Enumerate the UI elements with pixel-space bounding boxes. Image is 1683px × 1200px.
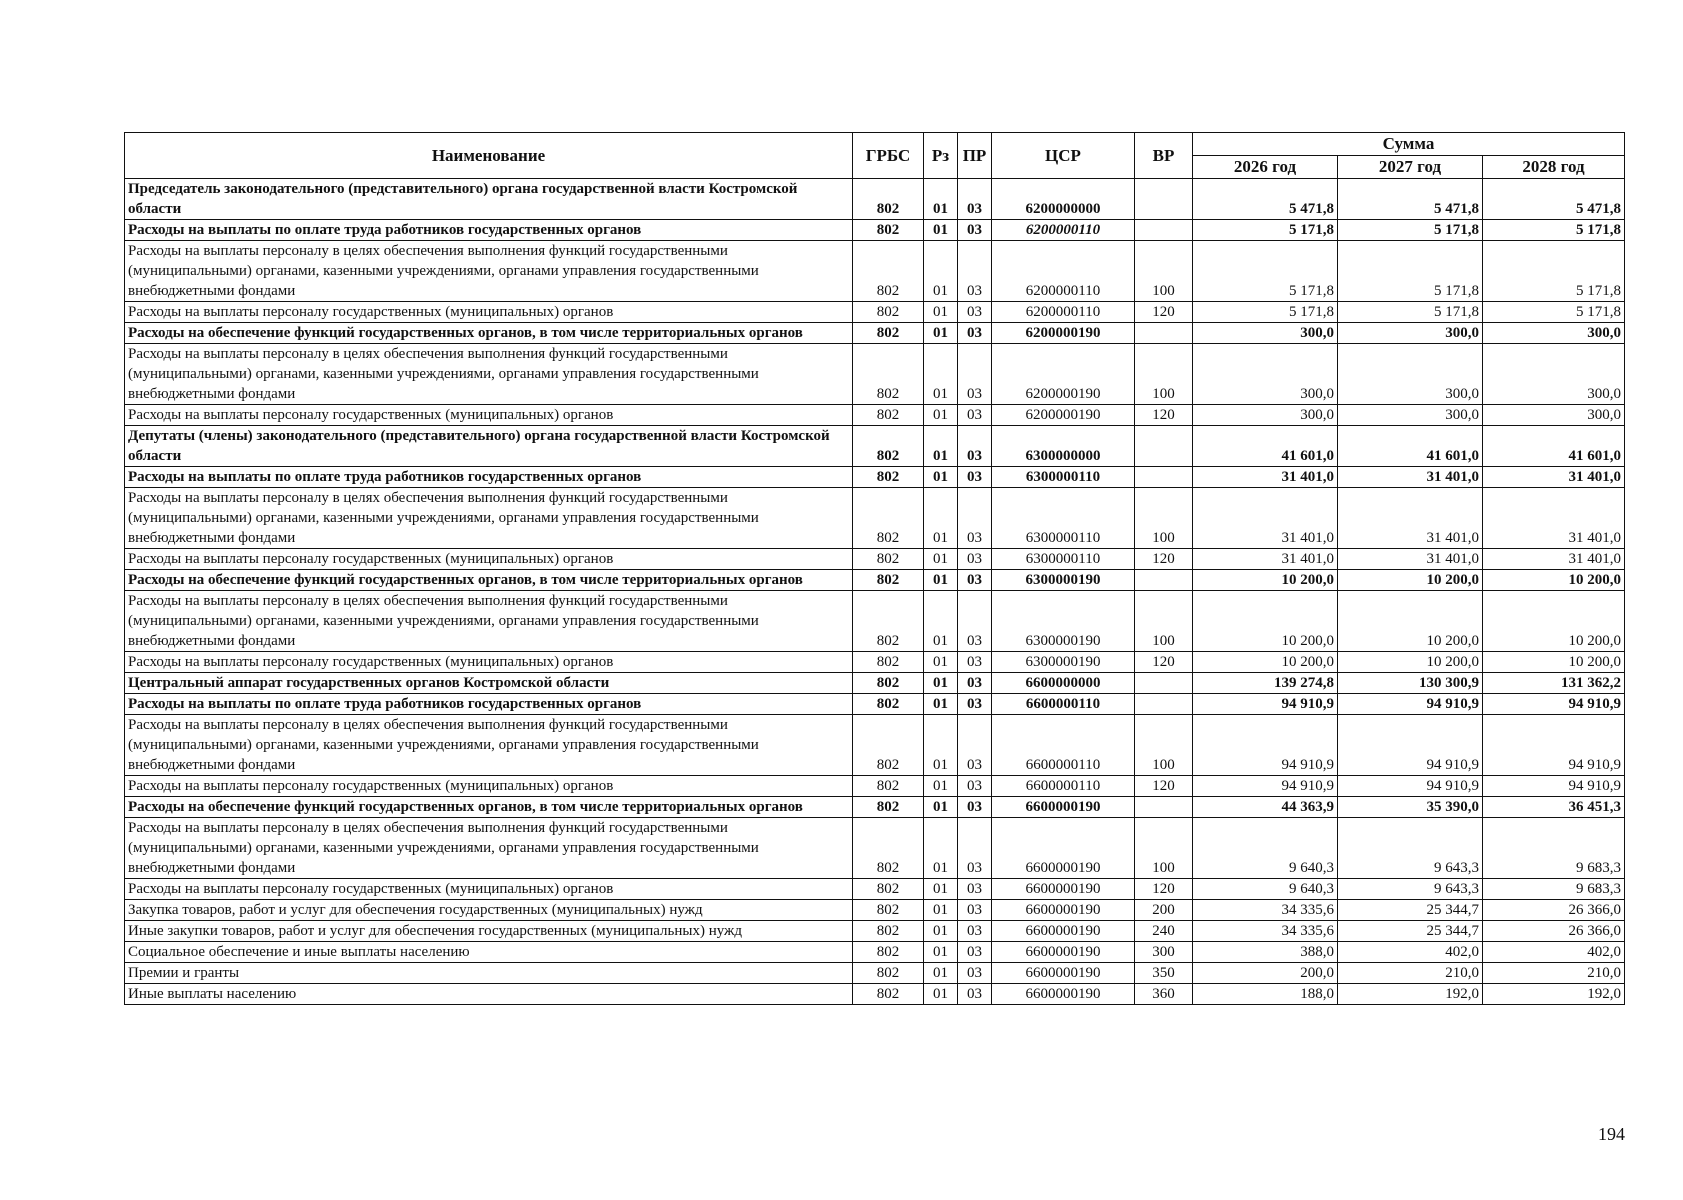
cell-2028: 5 171,8 <box>1483 241 1625 302</box>
cell-2026: 31 401,0 <box>1193 549 1338 570</box>
cell-csr: 6300000110 <box>992 549 1135 570</box>
table-row <box>125 426 1625 467</box>
cell-csr: 6600000190 <box>992 900 1135 921</box>
cell-rz: 01 <box>924 963 958 984</box>
cell-name: Иные выплаты населению <box>125 984 853 1005</box>
table-row <box>125 797 1625 818</box>
cell-2026: 94 910,9 <box>1193 694 1338 715</box>
cell-rz: 01 <box>924 818 958 879</box>
table-row <box>125 344 1625 405</box>
cell-name: Расходы на выплаты персоналу в целях обеспечения выполнения функций государственными (муниципальными) органами, казенными учреждениями, органами управления государственными внебюджетными фондами <box>125 241 853 302</box>
cell-grbs: 802 <box>853 591 924 652</box>
cell-name: Расходы на обеспечение функций государственных органов, в том числе территориальных органов <box>125 323 853 344</box>
cell-csr: 6300000190 <box>992 570 1135 591</box>
cell-2027: 9 643,3 <box>1338 818 1483 879</box>
cell-grbs: 802 <box>853 426 924 467</box>
cell-name: Расходы на обеспечение функций государственных органов, в том числе территориальных органов <box>125 797 853 818</box>
cell-2026: 94 910,9 <box>1193 776 1338 797</box>
cell-2026: 139 274,8 <box>1193 673 1338 694</box>
cell-grbs: 802 <box>853 963 924 984</box>
cell-2027: 300,0 <box>1338 323 1483 344</box>
cell-pr: 03 <box>958 426 992 467</box>
cell-grbs: 802 <box>853 900 924 921</box>
cell-2028: 5 471,8 <box>1483 179 1625 220</box>
cell-csr: 6600000190 <box>992 879 1135 900</box>
cell-grbs: 802 <box>853 942 924 963</box>
cell-2026: 34 335,6 <box>1193 900 1338 921</box>
cell-name: Расходы на выплаты персоналу государственных (муниципальных) органов <box>125 652 853 673</box>
cell-name: Расходы на выплаты персоналу государственных (муниципальных) органов <box>125 776 853 797</box>
cell-pr: 03 <box>958 241 992 302</box>
cell-2028: 31 401,0 <box>1483 467 1625 488</box>
cell-2028: 94 910,9 <box>1483 776 1625 797</box>
table-row <box>125 241 1625 302</box>
cell-pr: 03 <box>958 549 992 570</box>
cell-2028: 5 171,8 <box>1483 302 1625 323</box>
cell-rz: 01 <box>924 179 958 220</box>
cell-2028: 10 200,0 <box>1483 570 1625 591</box>
header-2026: 2026 год <box>1193 156 1338 179</box>
cell-grbs: 802 <box>853 488 924 549</box>
cell-rz: 01 <box>924 673 958 694</box>
cell-2027: 5 471,8 <box>1338 179 1483 220</box>
cell-pr: 03 <box>958 694 992 715</box>
header-grbs: ГРБС <box>853 133 924 179</box>
cell-name: Председатель законодательного (представительного) органа государственной власти Костромской области <box>125 179 853 220</box>
cell-vr <box>1135 797 1193 818</box>
cell-pr: 03 <box>958 344 992 405</box>
cell-vr <box>1135 467 1193 488</box>
table-row <box>125 715 1625 776</box>
cell-2028: 5 171,8 <box>1483 220 1625 241</box>
page-number: 194 <box>1598 1124 1625 1144</box>
cell-pr: 03 <box>958 818 992 879</box>
cell-2028: 26 366,0 <box>1483 900 1625 921</box>
cell-2027: 300,0 <box>1338 344 1483 405</box>
cell-csr: 6600000190 <box>992 797 1135 818</box>
cell-2026: 10 200,0 <box>1193 570 1338 591</box>
cell-grbs: 802 <box>853 179 924 220</box>
cell-vr: 120 <box>1135 776 1193 797</box>
table-row <box>125 879 1625 900</box>
cell-pr: 03 <box>958 570 992 591</box>
header-sum: Сумма <box>1193 133 1625 156</box>
cell-2028: 94 910,9 <box>1483 694 1625 715</box>
cell-pr: 03 <box>958 879 992 900</box>
cell-2028: 26 366,0 <box>1483 921 1625 942</box>
cell-grbs: 802 <box>853 241 924 302</box>
cell-grbs: 802 <box>853 344 924 405</box>
table-row <box>125 776 1625 797</box>
cell-grbs: 802 <box>853 797 924 818</box>
cell-csr: 6300000000 <box>992 426 1135 467</box>
cell-2027: 402,0 <box>1338 942 1483 963</box>
cell-2026: 300,0 <box>1193 405 1338 426</box>
table-row <box>125 673 1625 694</box>
cell-pr: 03 <box>958 467 992 488</box>
cell-csr: 6600000110 <box>992 694 1135 715</box>
cell-name: Расходы на выплаты персоналу государственных (муниципальных) органов <box>125 549 853 570</box>
cell-name: Расходы на выплаты персоналу государственных (муниципальных) органов <box>125 879 853 900</box>
cell-pr: 03 <box>958 673 992 694</box>
table-row <box>125 942 1625 963</box>
cell-2027: 31 401,0 <box>1338 467 1483 488</box>
cell-2027: 300,0 <box>1338 405 1483 426</box>
cell-2027: 94 910,9 <box>1338 715 1483 776</box>
cell-2026: 188,0 <box>1193 984 1338 1005</box>
cell-2026: 5 171,8 <box>1193 241 1338 302</box>
cell-vr <box>1135 179 1193 220</box>
header-row <box>125 133 1625 156</box>
cell-2027: 5 171,8 <box>1338 241 1483 302</box>
cell-2027: 41 601,0 <box>1338 426 1483 467</box>
cell-csr: 6200000000 <box>992 179 1135 220</box>
cell-2027: 10 200,0 <box>1338 570 1483 591</box>
table-row <box>125 818 1625 879</box>
cell-rz: 01 <box>924 652 958 673</box>
cell-grbs: 802 <box>853 673 924 694</box>
cell-csr: 6600000190 <box>992 921 1135 942</box>
table-row <box>125 963 1625 984</box>
cell-2028: 300,0 <box>1483 323 1625 344</box>
cell-rz: 01 <box>924 302 958 323</box>
cell-2027: 25 344,7 <box>1338 900 1483 921</box>
cell-vr <box>1135 694 1193 715</box>
header-2027: 2027 год <box>1338 156 1483 179</box>
cell-name: Расходы на выплаты персоналу государственных (муниципальных) органов <box>125 405 853 426</box>
cell-csr: 6300000110 <box>992 467 1135 488</box>
cell-pr: 03 <box>958 921 992 942</box>
cell-2028: 131 362,2 <box>1483 673 1625 694</box>
cell-2028: 300,0 <box>1483 405 1625 426</box>
cell-vr: 100 <box>1135 591 1193 652</box>
cell-rz: 01 <box>924 323 958 344</box>
cell-2028: 10 200,0 <box>1483 652 1625 673</box>
cell-rz: 01 <box>924 942 958 963</box>
cell-2026: 41 601,0 <box>1193 426 1338 467</box>
table-row <box>125 984 1625 1005</box>
cell-pr: 03 <box>958 302 992 323</box>
cell-name: Закупка товаров, работ и услуг для обеспечения государственных (муниципальных) нужд <box>125 900 853 921</box>
cell-rz: 01 <box>924 344 958 405</box>
cell-vr <box>1135 323 1193 344</box>
cell-csr: 6600000190 <box>992 963 1135 984</box>
cell-2027: 5 171,8 <box>1338 220 1483 241</box>
cell-pr: 03 <box>958 220 992 241</box>
cell-pr: 03 <box>958 900 992 921</box>
cell-2028: 300,0 <box>1483 344 1625 405</box>
cell-2026: 9 640,3 <box>1193 818 1338 879</box>
cell-rz: 01 <box>924 715 958 776</box>
cell-2028: 31 401,0 <box>1483 488 1625 549</box>
cell-grbs: 802 <box>853 549 924 570</box>
cell-2028: 9 683,3 <box>1483 818 1625 879</box>
cell-grbs: 802 <box>853 694 924 715</box>
cell-2026: 300,0 <box>1193 323 1338 344</box>
cell-pr: 03 <box>958 797 992 818</box>
cell-grbs: 802 <box>853 570 924 591</box>
cell-csr: 6600000190 <box>992 942 1135 963</box>
cell-vr: 360 <box>1135 984 1193 1005</box>
cell-name: Расходы на выплаты по оплате труда работников государственных органов <box>125 220 853 241</box>
cell-rz: 01 <box>924 241 958 302</box>
cell-csr: 6600000190 <box>992 818 1135 879</box>
cell-name: Расходы на выплаты по оплате труда работников государственных органов <box>125 694 853 715</box>
cell-2028: 36 451,3 <box>1483 797 1625 818</box>
cell-rz: 01 <box>924 591 958 652</box>
header-csr: ЦСР <box>992 133 1135 179</box>
cell-2027: 130 300,9 <box>1338 673 1483 694</box>
cell-2027: 31 401,0 <box>1338 488 1483 549</box>
cell-pr: 03 <box>958 591 992 652</box>
cell-2028: 192,0 <box>1483 984 1625 1005</box>
cell-pr: 03 <box>958 652 992 673</box>
cell-rz: 01 <box>924 879 958 900</box>
cell-2027: 31 401,0 <box>1338 549 1483 570</box>
cell-name: Депутаты (члены) законодательного (представительного) органа государственной власти Костромской области <box>125 426 853 467</box>
cell-2026: 5 471,8 <box>1193 179 1338 220</box>
cell-2026: 388,0 <box>1193 942 1338 963</box>
cell-rz: 01 <box>924 900 958 921</box>
cell-grbs: 802 <box>853 984 924 1005</box>
cell-pr: 03 <box>958 776 992 797</box>
cell-csr: 6200000110 <box>992 220 1135 241</box>
cell-2026: 31 401,0 <box>1193 467 1338 488</box>
cell-2026: 200,0 <box>1193 963 1338 984</box>
cell-csr: 6200000190 <box>992 344 1135 405</box>
cell-name: Расходы на обеспечение функций государственных органов, в том числе территориальных органов <box>125 570 853 591</box>
cell-grbs: 802 <box>853 776 924 797</box>
cell-rz: 01 <box>924 570 958 591</box>
table-row <box>125 921 1625 942</box>
cell-rz: 01 <box>924 549 958 570</box>
table-row <box>125 179 1625 220</box>
cell-2026: 10 200,0 <box>1193 591 1338 652</box>
header-vr: ВР <box>1135 133 1193 179</box>
cell-csr: 6600000000 <box>992 673 1135 694</box>
cell-2028: 94 910,9 <box>1483 715 1625 776</box>
cell-2026: 5 171,8 <box>1193 302 1338 323</box>
cell-grbs: 802 <box>853 715 924 776</box>
cell-vr: 120 <box>1135 405 1193 426</box>
cell-csr: 6300000190 <box>992 652 1135 673</box>
cell-rz: 01 <box>924 694 958 715</box>
cell-vr <box>1135 570 1193 591</box>
cell-vr: 120 <box>1135 302 1193 323</box>
cell-name: Расходы на выплаты персоналу в целях обеспечения выполнения функций государственными (муниципальными) органами, казенными учреждениями, органами управления государственными внебюджетными фондами <box>125 818 853 879</box>
cell-csr: 6200000190 <box>992 323 1135 344</box>
cell-pr: 03 <box>958 942 992 963</box>
cell-csr: 6200000190 <box>992 405 1135 426</box>
cell-grbs: 802 <box>853 323 924 344</box>
cell-rz: 01 <box>924 488 958 549</box>
cell-vr: 100 <box>1135 344 1193 405</box>
cell-vr: 300 <box>1135 942 1193 963</box>
table-row <box>125 694 1625 715</box>
cell-csr: 6600000110 <box>992 776 1135 797</box>
cell-rz: 01 <box>924 405 958 426</box>
cell-2026: 10 200,0 <box>1193 652 1338 673</box>
cell-name: Расходы на выплаты по оплате труда работников государственных органов <box>125 467 853 488</box>
cell-2027: 25 344,7 <box>1338 921 1483 942</box>
cell-vr <box>1135 673 1193 694</box>
cell-vr: 120 <box>1135 879 1193 900</box>
cell-2027: 192,0 <box>1338 984 1483 1005</box>
cell-pr: 03 <box>958 715 992 776</box>
cell-name: Центральный аппарат государственных органов Костромской области <box>125 673 853 694</box>
table-row <box>125 323 1625 344</box>
cell-2028: 41 601,0 <box>1483 426 1625 467</box>
cell-csr: 6300000110 <box>992 488 1135 549</box>
cell-name: Премии и гранты <box>125 963 853 984</box>
cell-rz: 01 <box>924 426 958 467</box>
cell-2027: 9 643,3 <box>1338 879 1483 900</box>
header-pr: ПР <box>958 133 992 179</box>
cell-vr: 350 <box>1135 963 1193 984</box>
cell-vr: 240 <box>1135 921 1193 942</box>
cell-vr: 120 <box>1135 652 1193 673</box>
table-row <box>125 570 1625 591</box>
cell-2026: 31 401,0 <box>1193 488 1338 549</box>
table-row <box>125 302 1625 323</box>
table-row <box>125 488 1625 549</box>
cell-2026: 300,0 <box>1193 344 1338 405</box>
cell-2026: 44 363,9 <box>1193 797 1338 818</box>
cell-name: Социальное обеспечение и иные выплаты населению <box>125 942 853 963</box>
cell-2028: 210,0 <box>1483 963 1625 984</box>
cell-2028: 9 683,3 <box>1483 879 1625 900</box>
cell-rz: 01 <box>924 776 958 797</box>
header-rz: Рз <box>924 133 958 179</box>
cell-grbs: 802 <box>853 652 924 673</box>
cell-2027: 5 171,8 <box>1338 302 1483 323</box>
cell-pr: 03 <box>958 405 992 426</box>
cell-vr: 100 <box>1135 818 1193 879</box>
header-name: Наименование <box>125 133 853 179</box>
cell-grbs: 802 <box>853 302 924 323</box>
cell-name: Иные закупки товаров, работ и услуг для обеспечения государственных (муниципальных) нужд <box>125 921 853 942</box>
cell-2026: 94 910,9 <box>1193 715 1338 776</box>
cell-grbs: 802 <box>853 467 924 488</box>
cell-vr: 100 <box>1135 715 1193 776</box>
cell-name: Расходы на выплаты персоналу в целях обеспечения выполнения функций государственными (муниципальными) органами, казенными учреждениями, органами управления государственными внебюджетными фондами <box>125 591 853 652</box>
cell-csr: 6300000190 <box>992 591 1135 652</box>
cell-vr: 100 <box>1135 241 1193 302</box>
cell-pr: 03 <box>958 323 992 344</box>
cell-2027: 10 200,0 <box>1338 591 1483 652</box>
cell-2027: 35 390,0 <box>1338 797 1483 818</box>
cell-rz: 01 <box>924 220 958 241</box>
cell-2026: 34 335,6 <box>1193 921 1338 942</box>
table-row <box>125 652 1625 673</box>
cell-2027: 94 910,9 <box>1338 776 1483 797</box>
cell-grbs: 802 <box>853 220 924 241</box>
cell-2027: 94 910,9 <box>1338 694 1483 715</box>
cell-vr: 120 <box>1135 549 1193 570</box>
cell-2026: 9 640,3 <box>1193 879 1338 900</box>
cell-pr: 03 <box>958 963 992 984</box>
cell-2028: 10 200,0 <box>1483 591 1625 652</box>
cell-rz: 01 <box>924 984 958 1005</box>
cell-pr: 03 <box>958 984 992 1005</box>
cell-csr: 6200000110 <box>992 241 1135 302</box>
cell-name: Расходы на выплаты персоналу государственных (муниципальных) органов <box>125 302 853 323</box>
table-row <box>125 900 1625 921</box>
cell-grbs: 802 <box>853 818 924 879</box>
cell-vr <box>1135 426 1193 467</box>
cell-grbs: 802 <box>853 921 924 942</box>
cell-csr: 6600000190 <box>992 984 1135 1005</box>
table-row <box>125 220 1625 241</box>
cell-2028: 402,0 <box>1483 942 1625 963</box>
cell-name: Расходы на выплаты персоналу в целях обеспечения выполнения функций государственными (муниципальными) органами, казенными учреждениями, органами управления государственными внебюджетными фондами <box>125 344 853 405</box>
cell-csr: 6600000110 <box>992 715 1135 776</box>
cell-2027: 210,0 <box>1338 963 1483 984</box>
table-body <box>125 179 1625 1005</box>
cell-vr <box>1135 220 1193 241</box>
cell-2026: 5 171,8 <box>1193 220 1338 241</box>
cell-2027: 10 200,0 <box>1338 652 1483 673</box>
cell-rz: 01 <box>924 467 958 488</box>
table-row <box>125 549 1625 570</box>
table-row <box>125 405 1625 426</box>
cell-pr: 03 <box>958 179 992 220</box>
cell-grbs: 802 <box>853 405 924 426</box>
cell-vr: 200 <box>1135 900 1193 921</box>
cell-pr: 03 <box>958 488 992 549</box>
cell-name: Расходы на выплаты персоналу в целях обеспечения выполнения функций государственными (муниципальными) органами, казенными учреждениями, органами управления государственными внебюджетными фондами <box>125 488 853 549</box>
cell-grbs: 802 <box>853 879 924 900</box>
header-2028: 2028 год <box>1483 156 1625 179</box>
cell-vr: 100 <box>1135 488 1193 549</box>
table-row <box>125 591 1625 652</box>
cell-rz: 01 <box>924 921 958 942</box>
cell-rz: 01 <box>924 797 958 818</box>
cell-2028: 31 401,0 <box>1483 549 1625 570</box>
table-row <box>125 467 1625 488</box>
cell-name: Расходы на выплаты персоналу в целях обеспечения выполнения функций государственными (муниципальными) органами, казенными учреждениями, органами управления государственными внебюджетными фондами <box>125 715 853 776</box>
budget-table <box>124 132 1625 1005</box>
cell-csr: 6200000110 <box>992 302 1135 323</box>
